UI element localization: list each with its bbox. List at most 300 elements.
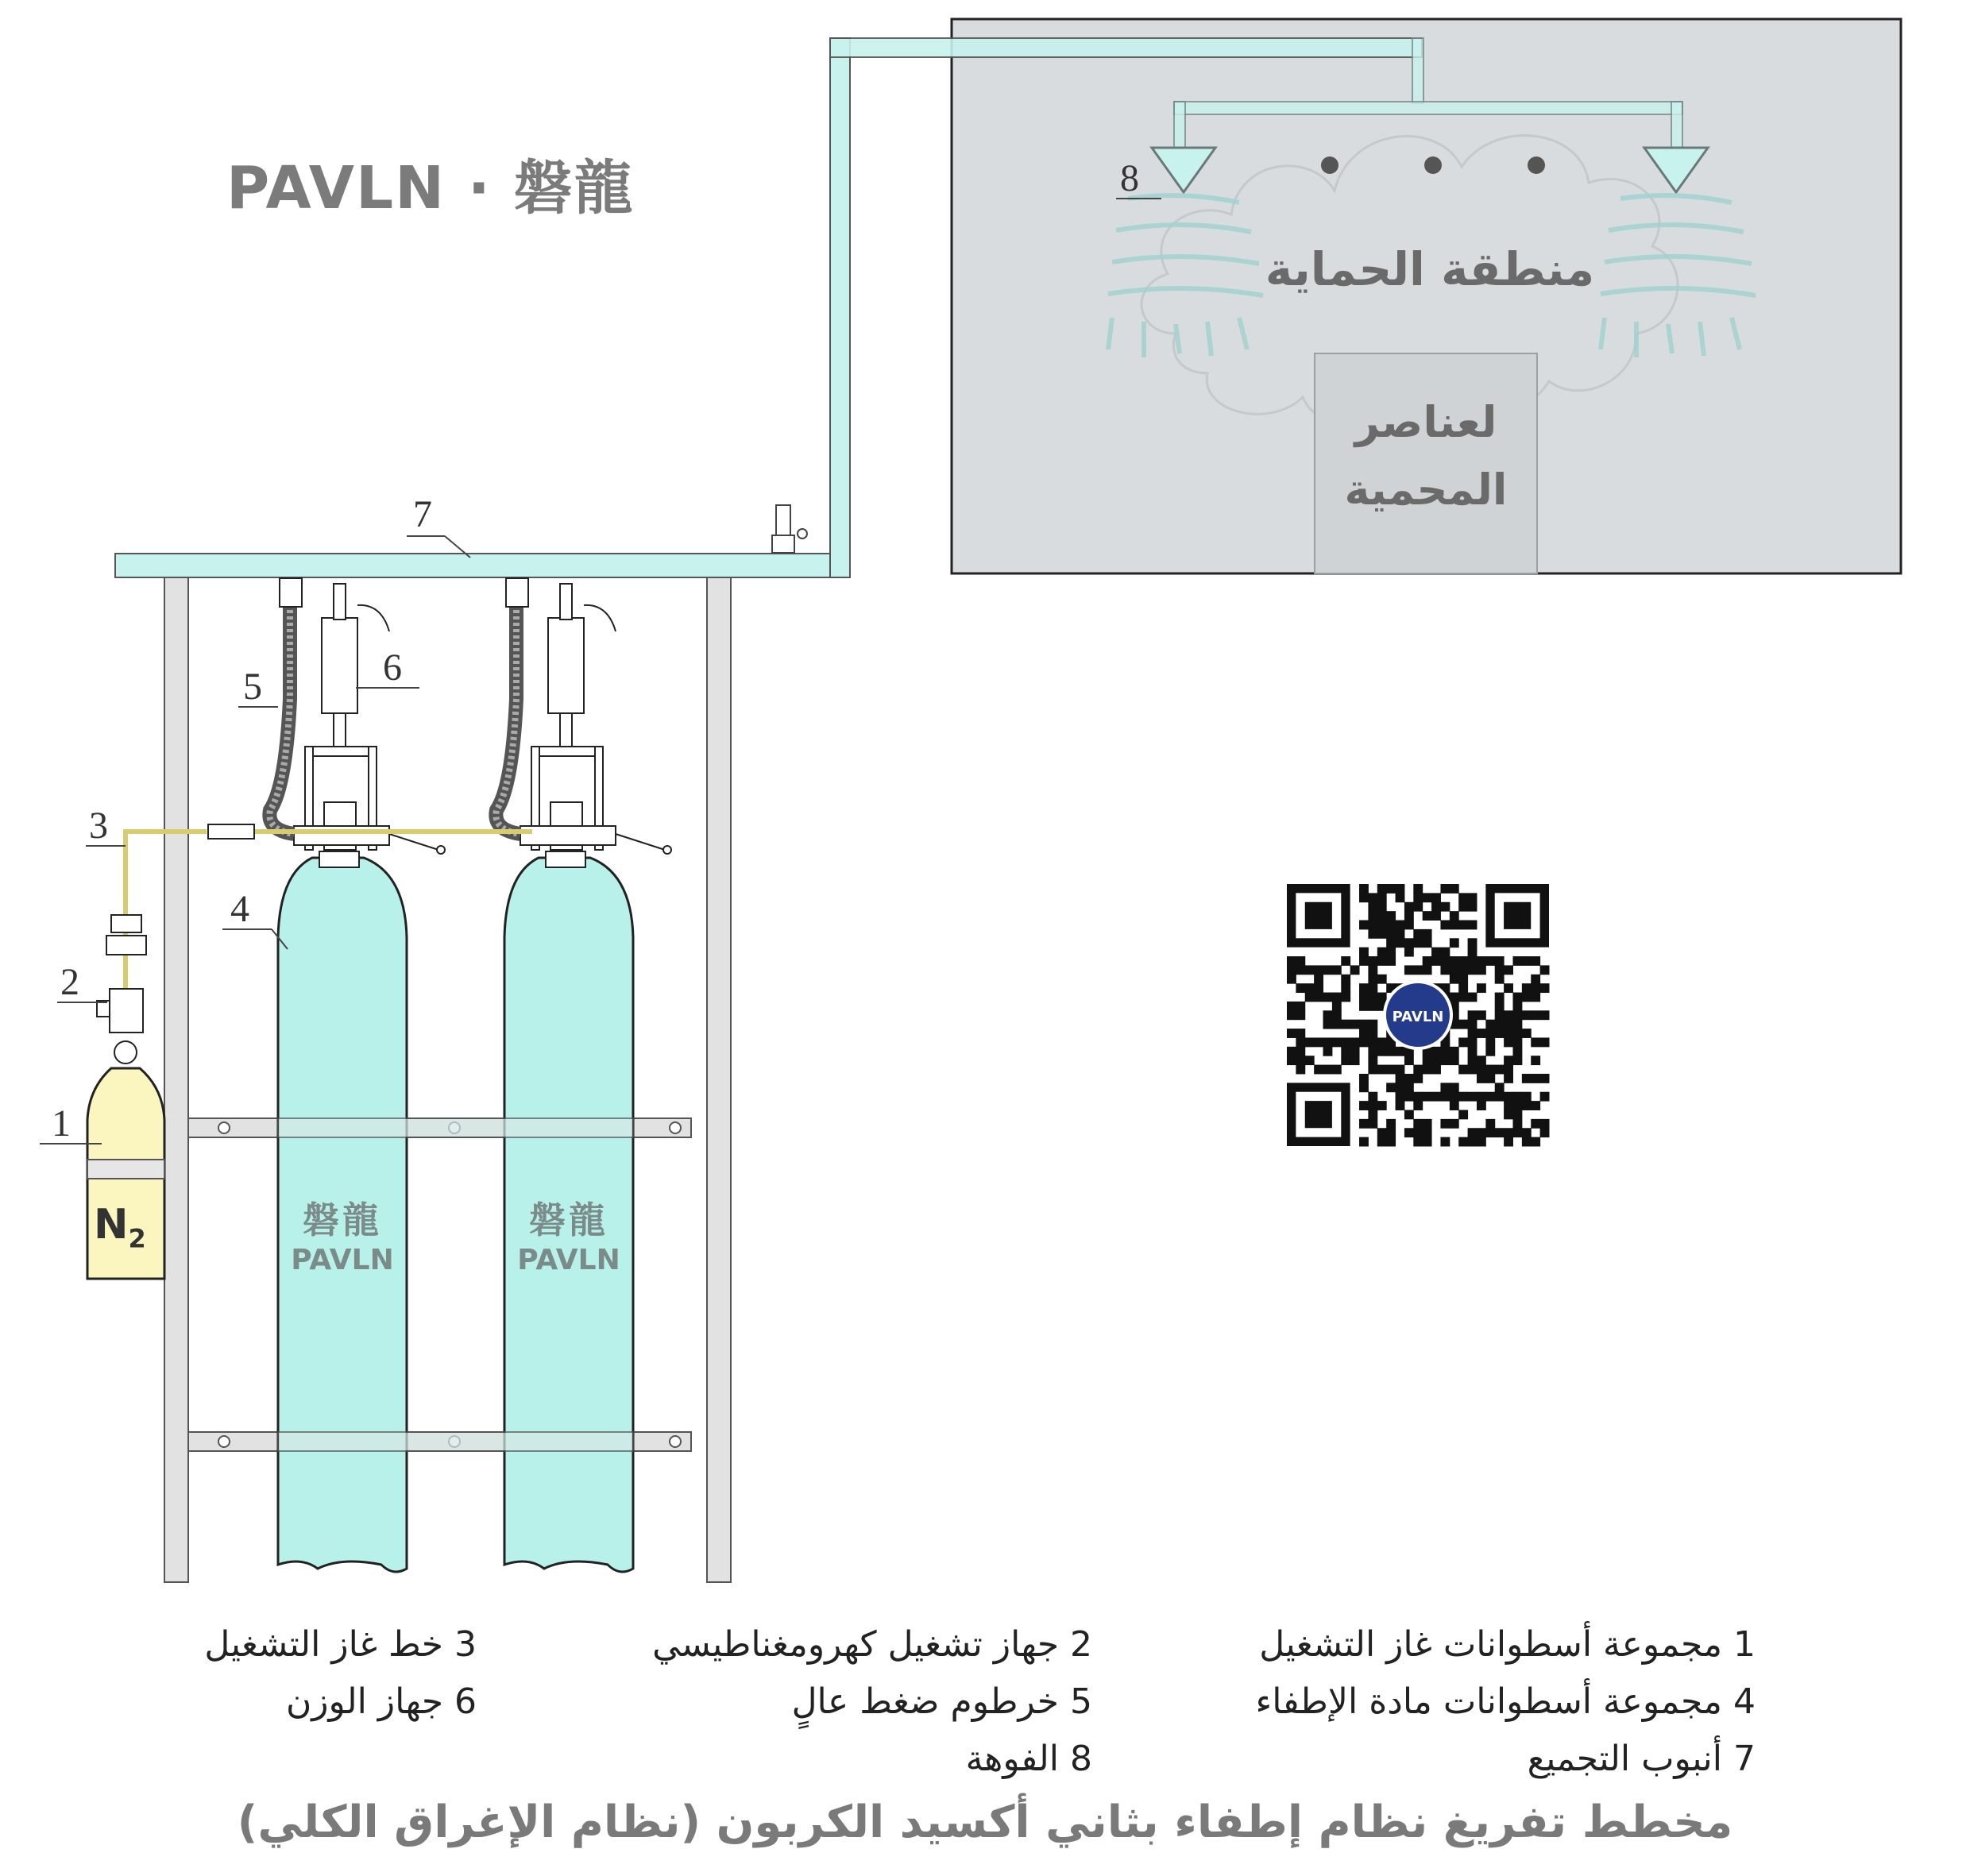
qr-module xyxy=(1341,1047,1350,1056)
diagram-title: مخطط تفريغ نظام إطفاء بثاني أكسيد الكربون (نظام الإغراق الكلي) xyxy=(237,1797,1733,1848)
qr-module xyxy=(1477,1074,1486,1083)
qr-module xyxy=(1377,921,1387,930)
qr-module xyxy=(1458,1110,1468,1119)
qr-module xyxy=(1495,1002,1505,1011)
qr-module xyxy=(1477,1010,1486,1020)
rack-post-right xyxy=(707,577,731,1582)
qr-module xyxy=(1531,956,1540,966)
callout-3: 3 xyxy=(89,805,108,847)
qr-module xyxy=(1377,993,1387,1002)
qr-module xyxy=(1504,1101,1513,1110)
qr-module xyxy=(1468,956,1478,966)
qr-module xyxy=(1468,1065,1478,1075)
qr-module xyxy=(1468,1029,1478,1038)
qr-module xyxy=(1368,965,1377,975)
qr-module xyxy=(1540,1128,1550,1137)
qr-module xyxy=(1423,1119,1432,1129)
qr-module xyxy=(1540,1119,1550,1129)
qr-module xyxy=(1458,902,1468,912)
qr-module xyxy=(1485,956,1495,966)
qr-module xyxy=(1359,1029,1369,1038)
qr-module xyxy=(1522,1074,1532,1083)
qr-module xyxy=(1423,938,1432,948)
qr-module xyxy=(1305,983,1315,993)
qr-module xyxy=(1531,993,1540,1002)
qr-module xyxy=(1413,938,1423,948)
qr-module xyxy=(1287,956,1296,966)
qr-module xyxy=(1504,965,1513,975)
qr-module xyxy=(1296,1010,1305,1020)
qr-module xyxy=(1350,1037,1360,1047)
qr-module xyxy=(1450,1056,1459,1065)
callout-2: 2 xyxy=(60,961,79,1003)
qr-module xyxy=(1450,911,1459,921)
qr-module xyxy=(1377,1101,1387,1110)
legend-item: 5 خرطوم ضغط عالٍ xyxy=(791,1681,1092,1722)
qr-module xyxy=(1296,1002,1305,1011)
qr-module xyxy=(1522,956,1532,966)
qr-module xyxy=(1413,1137,1423,1147)
qr-module xyxy=(1440,1092,1450,1102)
callout-8: 8 xyxy=(1120,157,1139,199)
qr-module xyxy=(1359,1002,1369,1011)
qr-module xyxy=(1359,893,1369,902)
qr-module xyxy=(1377,1037,1387,1047)
qr-module xyxy=(1522,1137,1532,1147)
qr-module xyxy=(1477,1092,1486,1102)
qr-module xyxy=(1540,1037,1550,1047)
qr-module xyxy=(1368,975,1377,984)
legend-column-2 xyxy=(652,1616,1092,1788)
qr-module xyxy=(1468,1020,1478,1029)
qr-module xyxy=(1423,1065,1432,1075)
qr-module xyxy=(1305,1056,1315,1065)
qr-module xyxy=(1504,1065,1513,1075)
qr-module xyxy=(1477,965,1486,975)
qr-module xyxy=(1485,1119,1495,1129)
qr-module xyxy=(1368,983,1377,993)
qr-module xyxy=(1431,1047,1441,1056)
qr-module xyxy=(1386,1065,1396,1075)
protection-area-label: منطقة الحماية xyxy=(1265,242,1595,296)
qr-module xyxy=(1296,965,1305,975)
qr-module xyxy=(1522,1128,1532,1137)
qr-module xyxy=(1386,1083,1396,1092)
qr-module xyxy=(1458,975,1468,984)
qr-module xyxy=(1368,1020,1377,1029)
qr-module xyxy=(1314,1037,1323,1047)
qr-module xyxy=(1450,1119,1459,1129)
qr-module xyxy=(1512,1110,1522,1119)
qr-module xyxy=(1522,1092,1532,1102)
qr-module xyxy=(1485,1029,1495,1038)
qr-module xyxy=(1404,902,1414,912)
qr-module xyxy=(1540,1010,1550,1020)
qr-module xyxy=(1323,1047,1333,1056)
zone-right-drop xyxy=(1671,102,1682,149)
qr-module xyxy=(1450,1083,1459,1092)
qr-module xyxy=(1504,1029,1513,1038)
qr-module xyxy=(1314,975,1323,984)
qr-module xyxy=(1359,1074,1369,1083)
qr-module xyxy=(1359,993,1369,1002)
qr-module xyxy=(1512,1029,1522,1038)
hose-fitting xyxy=(280,578,302,607)
qr-module xyxy=(1296,983,1305,993)
legend-item: 7 أنبوب التجميع xyxy=(1527,1739,1756,1779)
cylinder-brand-en: PAVLN xyxy=(291,1244,394,1276)
qr-module xyxy=(1540,983,1550,993)
qr-module xyxy=(1341,975,1350,984)
zone-left-drop xyxy=(1174,102,1185,149)
qr-module xyxy=(1386,921,1396,930)
legend-item: 2 جهاز تشغيل كهرومغناطيسي xyxy=(652,1624,1092,1665)
qr-module xyxy=(1485,1037,1495,1047)
qr-module xyxy=(1440,956,1450,966)
qr-module xyxy=(1440,884,1450,894)
qr-finder xyxy=(1305,1101,1332,1128)
more-nozzles-dot xyxy=(1424,156,1442,174)
qr-module xyxy=(1512,1037,1522,1047)
qr-module xyxy=(1368,1119,1377,1129)
qr-module xyxy=(1332,993,1342,1002)
qr-module xyxy=(1450,938,1459,948)
riser-pipe xyxy=(830,38,850,577)
qr-module xyxy=(1450,975,1459,984)
qr-module xyxy=(1504,1037,1513,1047)
qr-module xyxy=(1323,965,1333,975)
qr-module xyxy=(1323,993,1333,1002)
qr-module xyxy=(1359,956,1369,966)
qr-module xyxy=(1450,993,1459,1002)
zone-drop-pipe xyxy=(1412,38,1423,103)
qr-module xyxy=(1540,1092,1550,1102)
qr-module xyxy=(1413,893,1423,902)
qr-module xyxy=(1359,1083,1369,1092)
qr-module xyxy=(1386,956,1396,966)
qr-module xyxy=(1296,1056,1305,1065)
qr-module xyxy=(1468,1037,1478,1047)
qr-module xyxy=(1458,965,1468,975)
qr-module xyxy=(1350,965,1360,975)
qr-module xyxy=(1359,983,1369,993)
qr-module xyxy=(1468,938,1478,948)
qr-module xyxy=(1522,993,1532,1002)
qr-module xyxy=(1314,993,1323,1002)
qr-module xyxy=(1396,1074,1405,1083)
more-nozzles-dot xyxy=(1528,156,1545,174)
qr-module xyxy=(1468,1010,1478,1020)
callout-6: 6 xyxy=(383,647,402,689)
qr-module xyxy=(1477,1065,1486,1075)
qr-module xyxy=(1495,1010,1505,1020)
qr-module xyxy=(1359,884,1369,894)
qr-module xyxy=(1332,1065,1342,1075)
qr-module xyxy=(1404,921,1414,930)
qr-module xyxy=(1287,1010,1296,1020)
qr-module xyxy=(1368,893,1377,902)
qr-module xyxy=(1377,902,1387,912)
brand-logo: PAVLN · 磐龍 xyxy=(226,154,635,222)
qr-module xyxy=(1404,1074,1414,1083)
qr-module xyxy=(1413,902,1423,912)
qr-module xyxy=(1386,1119,1396,1129)
cylinder-2-brand xyxy=(501,1191,636,1276)
qr-module xyxy=(1386,884,1396,894)
qr-module xyxy=(1332,965,1342,975)
qr-module xyxy=(1368,1047,1377,1056)
qr-module xyxy=(1431,911,1441,921)
qr-module xyxy=(1413,1092,1423,1102)
qr-module xyxy=(1485,1047,1495,1056)
safety-valve xyxy=(772,505,807,553)
qr-module xyxy=(1404,1110,1414,1119)
qr-module xyxy=(1450,921,1459,930)
qr-module xyxy=(1323,1020,1333,1029)
qr-module xyxy=(1440,1083,1450,1092)
qr-module xyxy=(1431,1092,1441,1102)
qr-module xyxy=(1368,1002,1377,1011)
qr-module xyxy=(1287,975,1296,984)
qr-module xyxy=(1323,1037,1333,1047)
qr-module xyxy=(1377,1137,1387,1147)
qr-module xyxy=(1458,1137,1468,1147)
qr-module xyxy=(1305,993,1315,1002)
n2-cylinder-band xyxy=(87,1160,164,1179)
qr-module xyxy=(1504,1137,1513,1147)
protected-items-box xyxy=(1315,353,1537,573)
qr-module xyxy=(1368,1110,1377,1119)
qr-module xyxy=(1396,884,1405,894)
qr-module xyxy=(1323,1065,1333,1075)
qr-module xyxy=(1522,983,1532,993)
qr-module xyxy=(1522,1010,1532,1020)
qr-module xyxy=(1522,1029,1532,1038)
qr-module xyxy=(1359,1101,1369,1110)
qr-module xyxy=(1368,1029,1377,1038)
qr-module xyxy=(1440,921,1450,930)
qr-module xyxy=(1440,902,1450,912)
qr-module xyxy=(1377,956,1387,966)
qr-module xyxy=(1458,921,1468,930)
qr-module xyxy=(1413,1074,1423,1083)
qr-module xyxy=(1359,1137,1369,1147)
qr-module xyxy=(1413,884,1423,894)
qr-module xyxy=(1450,1101,1459,1110)
qr-module xyxy=(1359,948,1369,957)
qr-module xyxy=(1485,1020,1495,1029)
qr-module xyxy=(1468,1137,1478,1147)
protected-items-label-line1: لعناصر xyxy=(1354,397,1497,447)
qr-module xyxy=(1396,1065,1405,1075)
qr-module xyxy=(1296,1037,1305,1047)
qr-module xyxy=(1413,1065,1423,1075)
qr-module xyxy=(1531,983,1540,993)
feed-pipe xyxy=(830,38,1422,57)
qr-module xyxy=(1359,1020,1369,1029)
rack-post-left xyxy=(164,577,188,1582)
qr-module xyxy=(1377,1128,1387,1137)
qr-module xyxy=(1413,1119,1423,1129)
qr-module xyxy=(1458,1092,1468,1102)
qr-module xyxy=(1450,965,1459,975)
qr-module xyxy=(1314,1065,1323,1075)
callout-5: 5 xyxy=(243,666,262,708)
qr-finder xyxy=(1504,902,1531,929)
qr-module xyxy=(1368,911,1377,921)
qr-module xyxy=(1350,1020,1360,1029)
qr-module xyxy=(1458,983,1468,993)
qr-module xyxy=(1368,956,1377,966)
legend-item: 8 الفوهة xyxy=(965,1739,1092,1779)
qr-module xyxy=(1495,1029,1505,1038)
qr-module xyxy=(1368,929,1377,939)
qr-module xyxy=(1368,921,1377,930)
qr-module xyxy=(1404,948,1414,957)
qr-module xyxy=(1477,1101,1486,1110)
qr-module xyxy=(1468,921,1478,930)
qr-module xyxy=(1423,1137,1432,1147)
qr-module xyxy=(1458,893,1468,902)
qr-module xyxy=(1495,1128,1505,1137)
legend-item: 6 جهاز الوزن xyxy=(285,1681,477,1722)
qr-module xyxy=(1404,1092,1414,1102)
callout-7: 7 xyxy=(413,493,432,535)
qr-module xyxy=(1404,911,1414,921)
cylinder-1-brand xyxy=(275,1191,410,1276)
qr-module xyxy=(1512,1010,1522,1020)
qr-module xyxy=(1450,956,1459,966)
qr-module xyxy=(1413,965,1423,975)
rack-strap-front xyxy=(278,1118,633,1137)
qr-module xyxy=(1468,893,1478,902)
qr-module xyxy=(1440,1137,1450,1147)
qr-center-logo-text: PAVLN xyxy=(1392,1009,1444,1025)
qr-module xyxy=(1423,956,1432,966)
qr-module xyxy=(1531,1037,1540,1047)
qr-module xyxy=(1458,993,1468,1002)
qr-module xyxy=(1314,983,1323,993)
qr-module xyxy=(1512,1101,1522,1110)
qr-module xyxy=(1512,956,1522,966)
qr-module xyxy=(1458,1065,1468,1075)
check-valve xyxy=(208,824,254,839)
qr-module xyxy=(1386,1128,1396,1137)
qr-module xyxy=(1386,1137,1396,1147)
n2-label xyxy=(94,1201,146,1253)
qr-module xyxy=(1431,956,1441,966)
qr-module xyxy=(1404,938,1414,948)
qr-module xyxy=(1341,1056,1350,1065)
qr-module xyxy=(1386,929,1396,939)
qr-module xyxy=(1396,1092,1405,1102)
qr-module xyxy=(1305,965,1315,975)
qr-module xyxy=(1450,1092,1459,1102)
qr-module xyxy=(1359,921,1369,930)
n2-label-sub: 2 xyxy=(128,1223,146,1254)
rack-strap-front xyxy=(278,1432,633,1451)
qr-module xyxy=(1522,1101,1532,1110)
qr-module xyxy=(1341,1020,1350,1029)
qr-module xyxy=(1423,1092,1432,1102)
callout-4: 4 xyxy=(230,888,249,930)
cylinder-neck xyxy=(546,851,585,867)
qr-module xyxy=(1431,948,1441,957)
qr-module xyxy=(1341,1037,1350,1047)
qr-module xyxy=(1396,1101,1405,1110)
hose-fitting xyxy=(506,578,528,607)
qr-module xyxy=(1485,1128,1495,1137)
qr-module xyxy=(1458,1037,1468,1047)
qr-module xyxy=(1368,1065,1377,1075)
legend-column-3 xyxy=(204,1616,477,1731)
solenoid-actuator xyxy=(97,915,146,1063)
qr-module xyxy=(1477,1056,1486,1065)
qr-module xyxy=(1468,965,1478,975)
qr-module xyxy=(1296,1065,1305,1075)
qr-module xyxy=(1477,1029,1486,1038)
qr-module xyxy=(1377,884,1387,894)
qr-module xyxy=(1495,1092,1505,1102)
qr-module xyxy=(1341,983,1350,993)
qr-module xyxy=(1468,948,1478,957)
qr-module xyxy=(1458,1020,1468,1029)
qr-module xyxy=(1296,956,1305,966)
legend-column-1 xyxy=(1256,1616,1756,1788)
qr-module xyxy=(1468,1047,1478,1056)
qr-module xyxy=(1386,1047,1396,1056)
qr-module xyxy=(1332,1020,1342,1029)
qr-module xyxy=(1440,1047,1450,1056)
qr-module xyxy=(1323,1010,1333,1020)
qr-module xyxy=(1504,1074,1513,1083)
qr-module xyxy=(1540,1074,1550,1083)
qr-module xyxy=(1512,1002,1522,1011)
qr-module xyxy=(1440,965,1450,975)
cylinder-neck xyxy=(319,851,359,867)
qr-module xyxy=(1386,948,1396,957)
qr-module xyxy=(1504,1020,1513,1029)
qr-module xyxy=(1377,1065,1387,1075)
qr-module xyxy=(1440,1056,1450,1065)
qr-module xyxy=(1413,1101,1423,1110)
qr-module xyxy=(1531,1010,1540,1020)
qr-module xyxy=(1368,1101,1377,1110)
callout-1: 1 xyxy=(52,1102,71,1145)
qr-module xyxy=(1495,956,1505,966)
manifold-pipe xyxy=(115,554,850,577)
qr-module xyxy=(1495,965,1505,975)
qr-module xyxy=(1504,983,1513,993)
qr-module xyxy=(1423,893,1432,902)
qr-module xyxy=(1450,884,1459,894)
qr-module xyxy=(1350,1047,1360,1056)
qr-module xyxy=(1431,893,1441,902)
qr-module xyxy=(1512,993,1522,1002)
qr-module xyxy=(1423,1056,1432,1065)
qr-module xyxy=(1477,956,1486,966)
qr-module xyxy=(1495,993,1505,1002)
qr-module xyxy=(1341,993,1350,1002)
qr-module xyxy=(1531,975,1540,984)
qr-module xyxy=(1332,1010,1342,1020)
n2-label-main: N xyxy=(94,1201,129,1249)
qr-module xyxy=(1413,929,1423,939)
cylinder-brand-en: PAVLN xyxy=(517,1244,620,1276)
qr-module xyxy=(1404,965,1414,975)
qr-module xyxy=(1468,902,1478,912)
qr-module xyxy=(1314,965,1323,975)
